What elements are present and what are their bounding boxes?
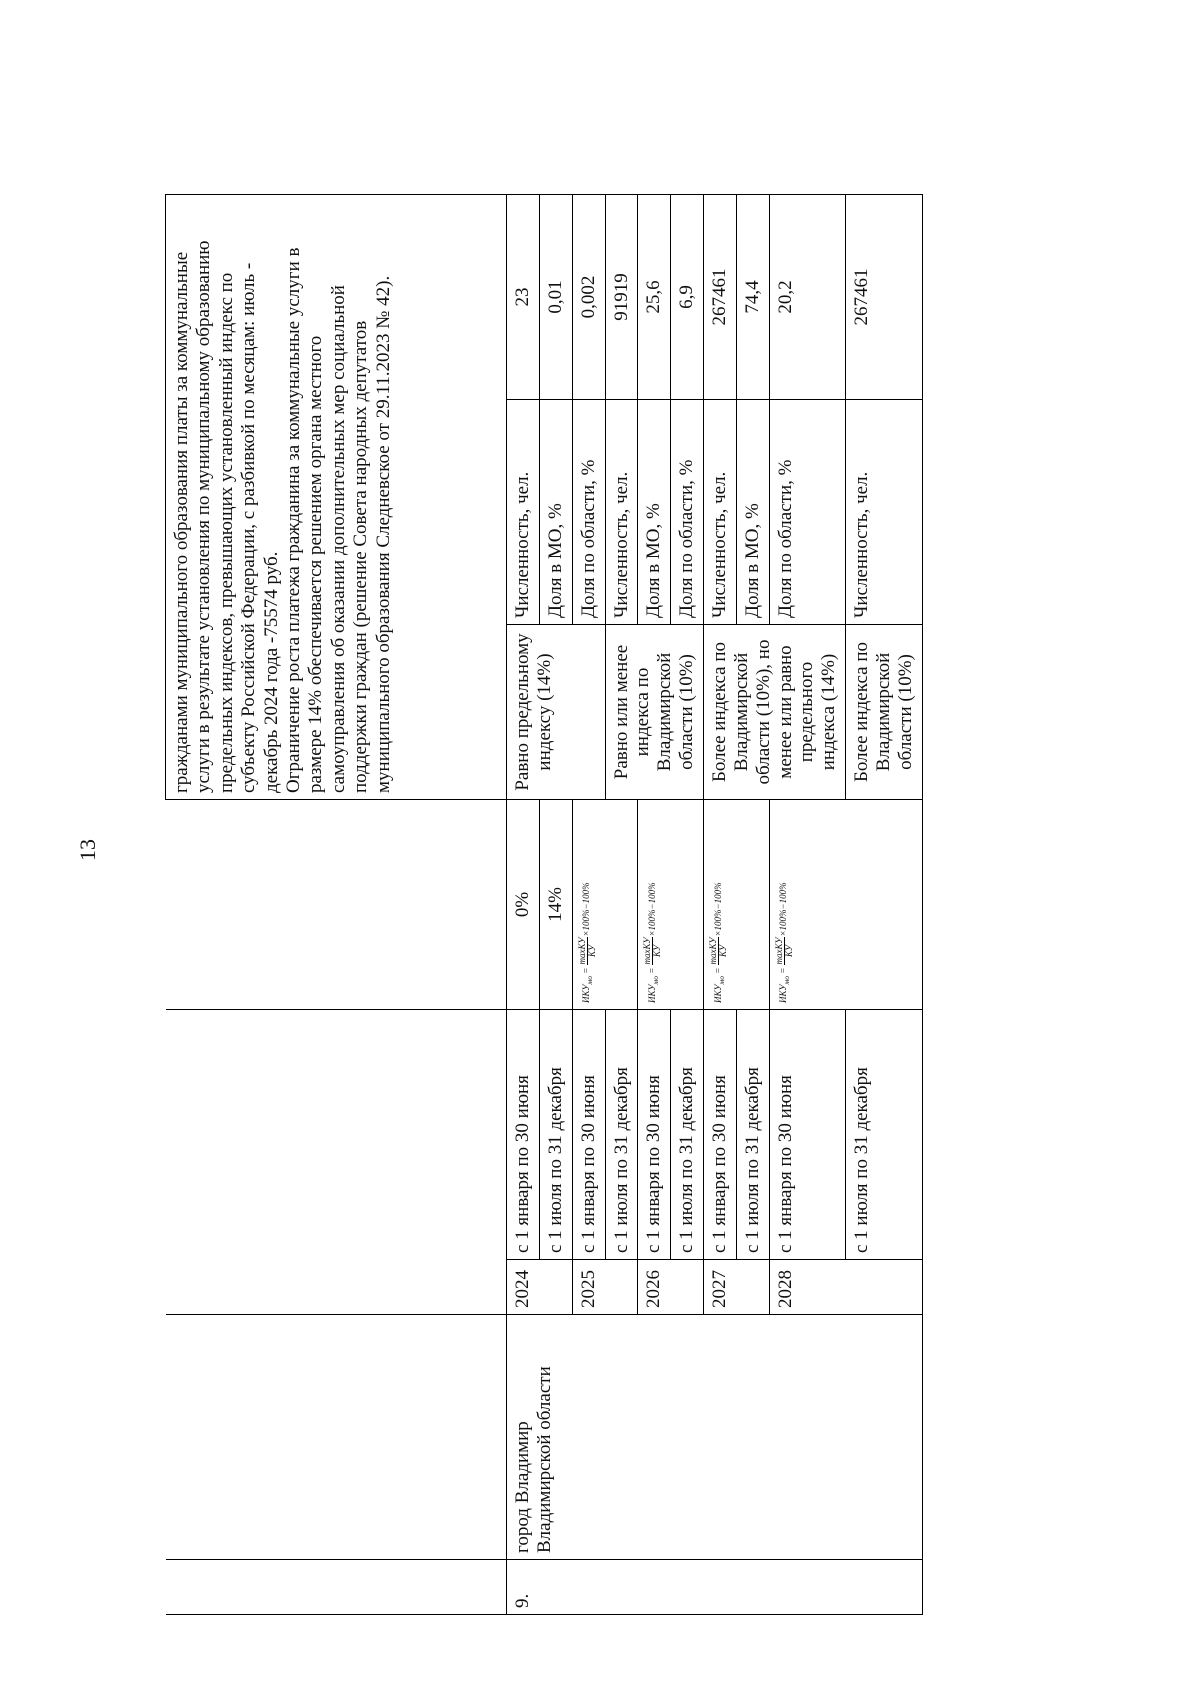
- formula-lhs-sub: мо: [650, 976, 660, 985]
- cell-empty-period: [166, 1010, 507, 1315]
- formula-tail: ×100%−100%: [778, 882, 789, 937]
- metric-label: Численность, чел.: [507, 400, 540, 625]
- metric-value: 0,002: [572, 195, 605, 400]
- period-cell: с 1 июля по 31 декабря: [846, 1010, 923, 1260]
- category-cell: Равно предельному индексу (14%): [507, 625, 606, 800]
- period-cell: с 1 июля по 31 декабря: [736, 1010, 769, 1260]
- metric-label: Доля в МО, %: [638, 400, 671, 625]
- metric-value: 91919: [605, 195, 638, 400]
- metric-value: 6,9: [671, 195, 704, 400]
- metric-label: Численность, чел.: [605, 400, 638, 625]
- formula-denominator: КУ: [586, 945, 597, 957]
- metric-value: 74,4: [736, 195, 769, 400]
- entry-number: 9.: [507, 1560, 923, 1615]
- index-value: 0%: [507, 800, 540, 1010]
- formula: $ИКУ_{мо}$ = maxКУ КУ ×100%−100%: [576, 882, 597, 1003]
- municipality-name: город Владимир Владимирской области: [507, 1315, 923, 1560]
- category-cell: Равно или менее индекса по Владимирской области (10%): [605, 625, 704, 800]
- year-cell: 2024: [507, 1260, 573, 1315]
- formula-denominator: КУ: [783, 945, 794, 957]
- metric-label: Доля в МО, %: [736, 400, 769, 625]
- subsidy-table: [165, 194, 923, 1615]
- metric-value: 20,2: [769, 195, 845, 400]
- category-cell: Более индекса по Владимирской области (10%), но менее или равно предельного индекса (14%): [704, 625, 846, 800]
- metric-label: Доля в МО, %: [539, 400, 572, 625]
- formula: $ИКУ_{мо}$ = maxКУ КУ ×100%−100%: [773, 882, 794, 1003]
- category-cell: Более индекса по Владимирской области (10%): [846, 625, 923, 800]
- cell-empty-number: [166, 1560, 507, 1615]
- formula-tail: ×100%−100%: [581, 882, 592, 937]
- formula-lhs: ИКУ: [646, 984, 657, 1003]
- period-cell: с 1 июля по 31 декабря: [605, 1010, 638, 1260]
- formula-cell: [572, 800, 638, 1010]
- metric-label: Численность, чел.: [704, 400, 737, 625]
- formula: $ИКУ_{мо}$ = maxКУ КУ ×100%−100%: [642, 882, 663, 1003]
- page-number: 13: [75, 839, 100, 861]
- metric-value: 267461: [846, 195, 923, 400]
- period-cell: с 1 января по 30 июня: [638, 1010, 671, 1260]
- metric-value: 23: [507, 195, 540, 400]
- cell-empty-formula: [166, 800, 507, 1010]
- table-body: [507, 195, 923, 1615]
- period-cell: с 1 января по 30 июня: [507, 1010, 540, 1260]
- formula-lhs-sub: мо: [782, 976, 792, 985]
- header-row: [166, 195, 507, 1615]
- year-cell: 2026: [638, 1260, 704, 1315]
- header-text: гражданами муниципального образования платы за коммунальные услуги в результате установления по муниципальному образованию предельных индексов, превышающих установленный индекс по субъекту Российской Федерации, с разбивкой по месяцам: июль - декабрь 2024 года -75574 руб. Ограничение роста платежа гражданина за коммунальные услуги в размере 14% обеспечивается решением органа местного самоуправления об оказании дополнительных мер социальной поддержки граждан (решение Совета народных депутатов муниципального образования Следневское от 29.11.2023 № 42).: [166, 195, 507, 800]
- period-cell: с 1 июля по 31 декабря: [671, 1010, 704, 1260]
- metric-value: 267461: [704, 195, 737, 400]
- metric-value: 25,6: [638, 195, 671, 400]
- formula-fraction: [643, 937, 662, 966]
- formula-lhs: ИКУ: [712, 984, 723, 1003]
- period-cell: с 1 января по 30 июня: [704, 1010, 737, 1260]
- formula-cell: [704, 800, 770, 1010]
- metric-label: Доля по области, %: [769, 400, 845, 625]
- metric-label: Численность, чел.: [846, 400, 923, 625]
- formula-lhs-sub: мо: [716, 976, 726, 985]
- formula-cell: [769, 800, 922, 1010]
- formula: $ИКУ_{мо}$ = maxКУ КУ ×100%−100%: [708, 882, 729, 1003]
- formula-tail: ×100%−100%: [646, 882, 657, 937]
- index-value: 14%: [539, 800, 572, 1010]
- formula-cell: [638, 800, 704, 1010]
- period-cell: с 1 января по 30 июня: [769, 1010, 845, 1260]
- formula-denominator: КУ: [652, 945, 663, 957]
- formula-fraction: [709, 937, 728, 966]
- formula-numerator: maxКУ: [773, 937, 784, 965]
- formula-fraction: [775, 937, 794, 966]
- formula-numerator: maxКУ: [642, 937, 653, 965]
- table-row: [507, 195, 540, 1615]
- metric-value: 0,01: [539, 195, 572, 400]
- formula-tail: ×100%−100%: [712, 882, 723, 937]
- metric-label: Доля по области, %: [671, 400, 704, 625]
- formula-lhs: ИКУ: [778, 984, 789, 1003]
- rotated-table-container: [165, 195, 1145, 1615]
- formula-fraction: [578, 937, 597, 966]
- year-cell: 2028: [769, 1260, 922, 1315]
- cell-empty-municipality: [166, 1315, 507, 1560]
- formula-lhs-sub: мо: [585, 976, 595, 985]
- formula-numerator: maxКУ: [708, 937, 719, 965]
- year-cell: 2025: [572, 1260, 638, 1315]
- formula-lhs: ИКУ: [581, 984, 592, 1003]
- metric-label: Доля по области, %: [572, 400, 605, 625]
- formula-numerator: maxКУ: [576, 937, 587, 965]
- formula-denominator: КУ: [718, 945, 729, 957]
- period-cell: с 1 января по 30 июня: [572, 1010, 605, 1260]
- year-cell: 2027: [704, 1260, 770, 1315]
- period-cell: с 1 июля по 31 декабря: [539, 1010, 572, 1260]
